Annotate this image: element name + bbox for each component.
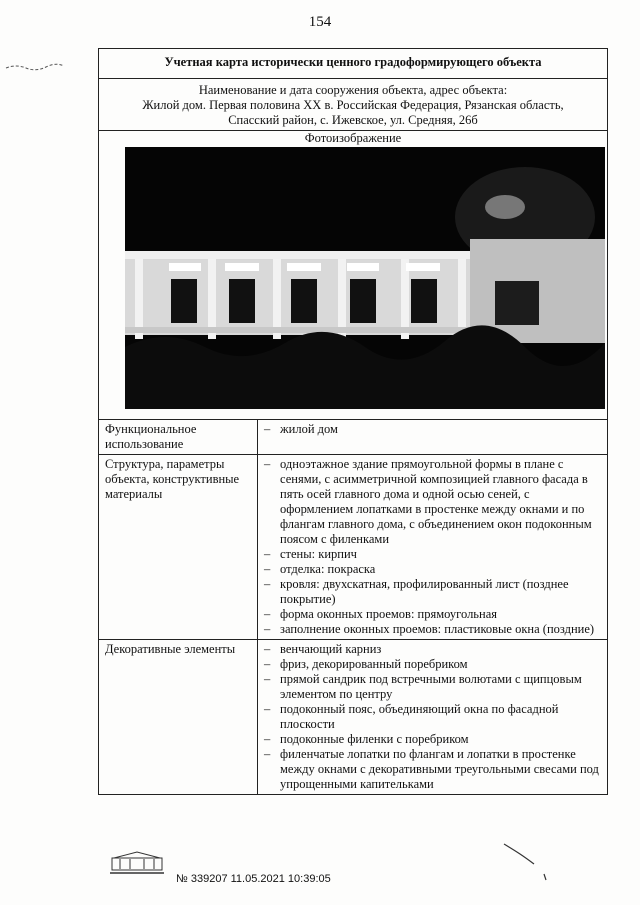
list-item: – стены: кирпич <box>264 547 357 561</box>
table-row <box>99 640 607 795</box>
row-label: Функциональное использование <box>99 420 258 455</box>
address-line: Спасский район, с. Ижевское, ул. Средняя, 26б <box>228 113 478 127</box>
list-item-text: подоконные филенки с поребриком <box>280 732 469 746</box>
list-item-text: венчающий карниз <box>280 642 382 656</box>
list-item: – форма оконных проемов: прямоугольная <box>264 607 497 621</box>
list-item-text: стены: кирпич <box>280 547 357 561</box>
page-number: 154 <box>308 14 332 30</box>
list-item: – подоконные филенки с поребриком <box>264 732 469 746</box>
list-item: – прямой сандрик под встречными волютами с щипцовым элементом по центру <box>264 672 582 701</box>
row-label: Декоративные элементы <box>99 640 258 795</box>
photo-container <box>99 147 607 420</box>
list-item-text: заполнение оконных проемов: пластиковые окна (поздние) <box>280 622 595 636</box>
list-item: – фриз, декорированный поребриком <box>264 657 468 671</box>
list-item: – жилой дом <box>264 422 338 436</box>
list-item: – кровля: двухскатная, профилированный лист (позднее покрытие) <box>264 577 569 606</box>
list-item: – филенчатые лопатки по флангам и лопатки в простенке между окнами с декоративными треугольными свесами под упрощенными капительками <box>264 747 599 791</box>
list-item-text: жилой дом <box>280 422 338 436</box>
scan-artifact <box>4 60 74 72</box>
row-label: Структура, параметры объекта, конструктивные материалы <box>99 455 258 640</box>
list-item: – заполнение оконных проемов: пластиковые окна (поздние) <box>264 622 595 636</box>
table-row <box>99 420 607 455</box>
list-item: – отделка: покраска <box>264 562 376 576</box>
document-stamp: № 339207 11.05.2021 10:39:05 <box>176 873 331 885</box>
list-item-text: подоконный пояс, объединяющий окна по фасадной плоскости <box>280 702 559 731</box>
address-line: Жилой дом. Первая половина XX в. Российская Федерация, Рязанская область, <box>142 98 564 112</box>
list-item-text: форма оконных проемов: прямоугольная <box>280 607 497 621</box>
row-values <box>258 455 608 640</box>
card-title: Учетная карта исторически ценного градоформирующего объекта <box>99 49 607 79</box>
table-row <box>99 455 607 640</box>
list-item: – одноэтажное здание прямоугольной формы в плане с сенями, с асимметричной композицией главного фасада в пять осей главного дома и одной осью сеней, с оформлением лопатками в простенке между окнами и по флангам главного дома, с объединением окон подоконным поясом с филенками <box>264 457 592 546</box>
signature-mark <box>500 840 560 886</box>
ministry-logo-icon <box>108 850 166 876</box>
list-item: – венчающий карниз <box>264 642 382 656</box>
list-item: – подоконный пояс, объединяющий окна по фасадной плоскости <box>264 702 559 731</box>
photo-caption: Фотоизображение <box>304 131 402 145</box>
row-values <box>258 640 608 795</box>
object-address-block <box>99 79 607 131</box>
list-item-text: филенчатые лопатки по флангам и лопатки в простенке между окнами с декоративными треугольными свесами под упрощенными капительками <box>280 747 599 791</box>
list-item-text: кровля: двухскатная, профилированный лист (позднее покрытие) <box>280 577 569 606</box>
list-item-text: отделка: покраска <box>280 562 376 576</box>
list-item-text: прямой сандрик под встречными волютами с щипцовым элементом по центру <box>280 672 582 701</box>
list-item-text: фриз, декорированный поребриком <box>280 657 468 671</box>
list-item-text: одноэтажное здание прямоугольной формы в плане с сенями, с асимметричной композицией главного фасада в пять осей главного дома и одной осью сеней, с оформлением лопатками в простенке между окнами и по флангам главного дома, с объединением окон подоконным поясом с филенками <box>280 457 592 546</box>
building-photo <box>125 147 605 409</box>
row-values <box>258 420 608 455</box>
registration-card <box>98 48 608 795</box>
properties-table <box>99 420 607 794</box>
address-line: Наименование и дата сооружения объекта, адрес объекта: <box>198 83 508 97</box>
